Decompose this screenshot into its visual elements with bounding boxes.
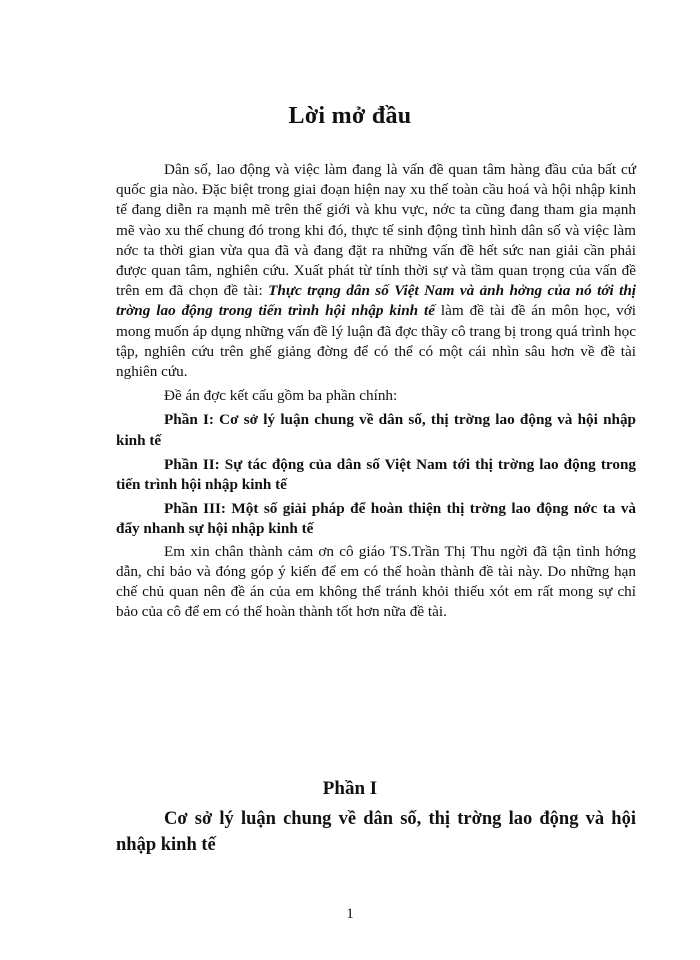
- thanks-paragraph: Em xin chân thành cảm ơn cô giáo TS.Trần Thị Thu ngời đã tận tình hớng dẫn, chỉ bảo và đóng góp ý kiến để em có thể hoàn thành đề tài này. Do những hạn chế chủ quan nên đề án của em không thể tránh khỏi thiếu xót em rất mong sự chỉ bảo của cô để em có thể hoàn thành tốt hơn nữa đề tài.: [116, 542, 636, 621]
- intro-text-1: Dân số, lao động và việc làm đang là vấn đề quan tâm hàng đầu của bất cứ quốc gia nào. Đặc biệt trong giai đoạn hiện nay xu thế toàn cầu hoá và hội nhập kinh tế đang diễn ra mạnh mẽ trên thế giới và khu vực, nớc ta cũng đang tham gia mạnh mẽ vào xu thế chung đó trong khi đó, thực tế sinh động tình hình dân số và việc làm nớc ta thời gian vừa qua đã và đang đặt ra những vấn đề hết sức nan giải cần phải được quan tâm, nghiên cứu. Xuất phát từ tính thời sự và tầm quan trọng của vấn đề trên em đã chọn đề tài:: [116, 161, 636, 300]
- part-item-2: [116, 455, 636, 495]
- part-item-3-title: Một số giải pháp để hoàn thiện thị trờng lao động nớc ta và đẩy nhanh sự hội nhập kinh tế: [116, 500, 637, 538]
- intro-paragraph: [116, 160, 636, 382]
- intro-text-2: làm đề tài đề án môn học, với mong muốn áp dụng những vấn đề lý luận đã đợc thầy cô trang bị trong quá trình học tập, nghiên cứu trên ghế giảng đờng để có thể có một cái nhìn sâu hơn về đề tài nghiên cứu.: [116, 302, 636, 381]
- part-item-2-title: Sự tác động của dân số Việt Nam tới thị trờng lao động trong tiến trình hội nhập kinh tế: [116, 455, 636, 494]
- part-item-1-title: Cơ sở lý luận chung về dân số, thị trờng lao động và hội nhập kinh tế: [116, 411, 637, 449]
- topic-title: Thực trạng dân số Việt Nam và ảnh hởng của nó tới thị trờng lao động trong tiến trình hội nhập kinh tế: [116, 282, 636, 320]
- part-item-3: [116, 499, 636, 539]
- part-item-2-label: Phần II:: [164, 455, 220, 473]
- part-item-3-label: Phần III:: [164, 500, 226, 518]
- section-heading: Phần I: [322, 778, 378, 799]
- section-title: Cơ sở lý luận chung về dân số, thị trờng lao động và hội nhập kinh tế: [116, 809, 636, 855]
- body-text: [116, 160, 636, 622]
- part-item-1: [116, 410, 636, 450]
- part-item-1-label: Phần I:: [164, 411, 214, 429]
- page-title: Lời mở đầu: [288, 103, 412, 129]
- page-number: 1: [346, 906, 354, 922]
- structure-intro: Đề án đợc kết cấu gồm ba phần chính:: [164, 387, 398, 405]
